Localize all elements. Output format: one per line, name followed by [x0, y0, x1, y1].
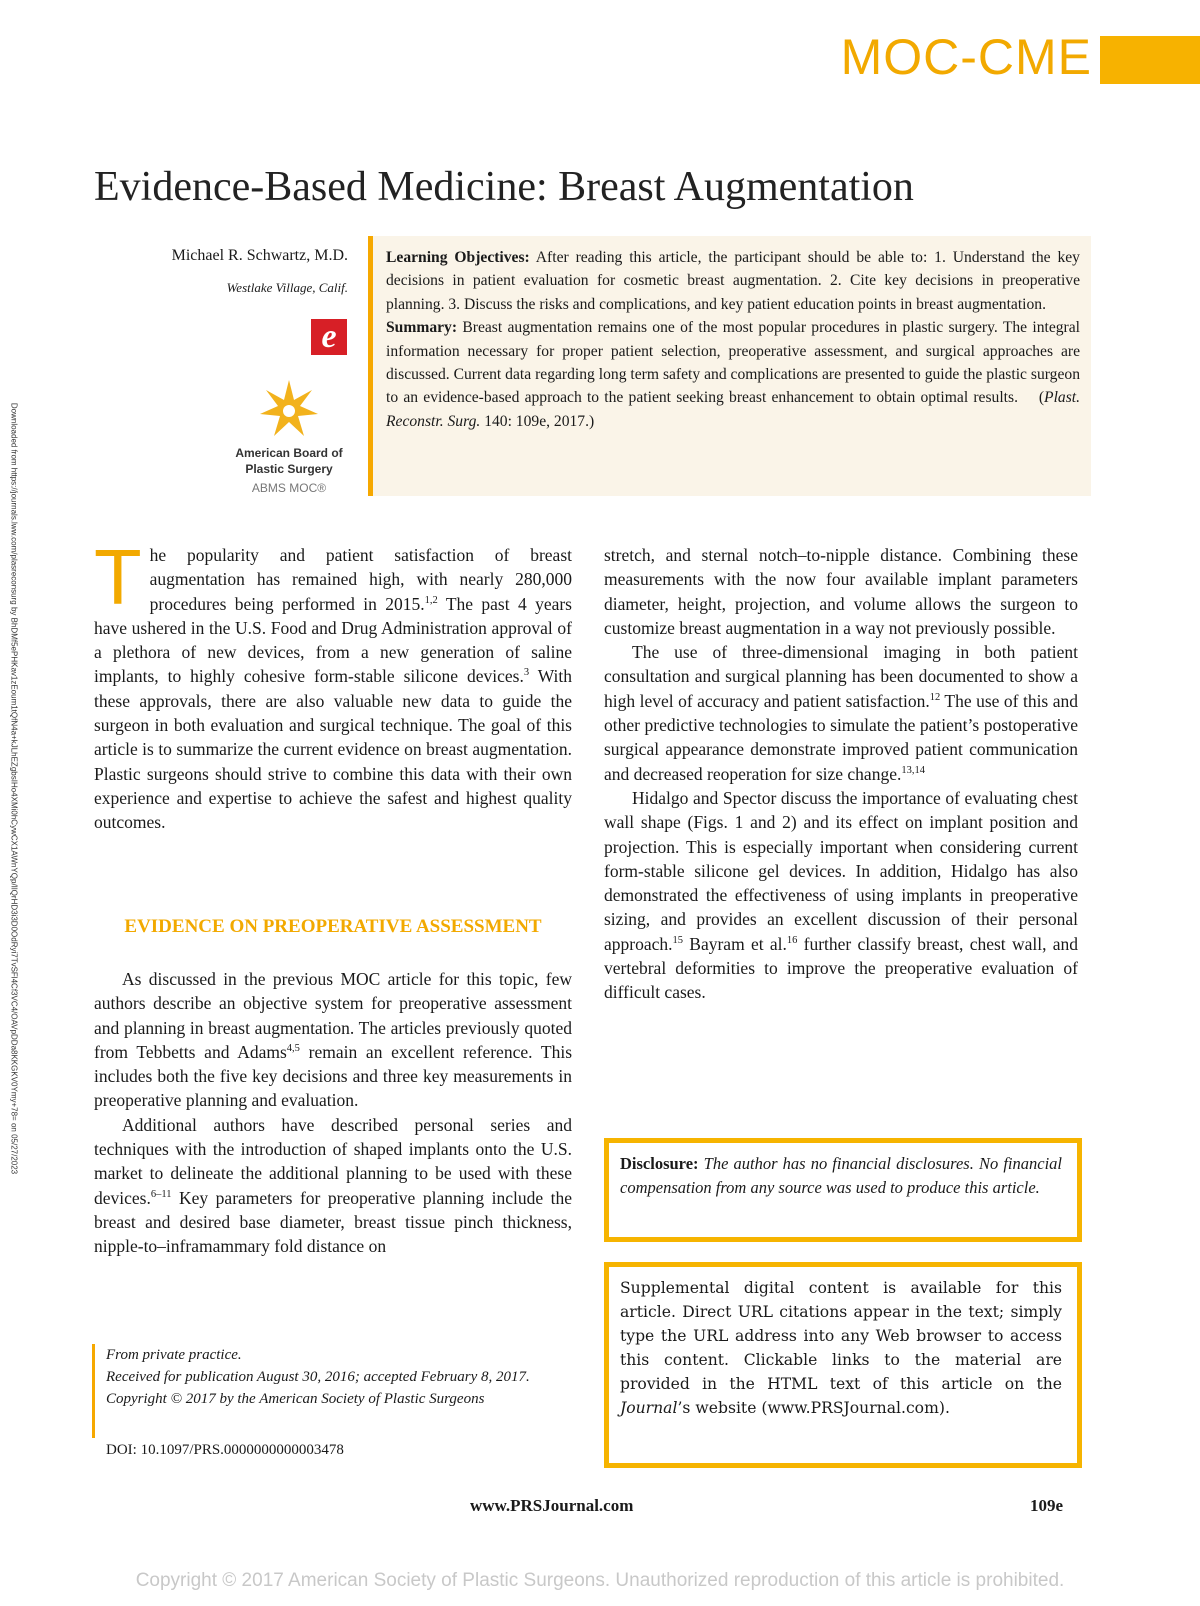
p2a: As discussed in the previous MOC article for this topic, few authors describe an objective system for preoperative assessment and planning in breast augmentation. The articles previously quoted from Tebbetts and Adams — [94, 969, 572, 1062]
paragraph-3-cont — [604, 543, 1078, 640]
drop-cap: T — [94, 533, 142, 621]
footnote-practice: From private practice. — [106, 1347, 242, 1363]
author-affiliation: Westlake Village, Calif. — [226, 280, 348, 295]
p4b: The use of this and other predictive technologies to simulate the patient’s postoperative surgical appearance demonstrate improved patient communication and decreased reoperation for size change. — [604, 690, 1078, 784]
p2b: remain an excellent reference. This includes both the five key decisions and three key measurements in preoperative planning and evaluation. — [94, 1041, 572, 1111]
ref-15[interactable]: 15 — [672, 934, 684, 946]
p1c: With these approvals, there are also valuable new data to guide the surgeon in both evaluation and surgical technique. The goal of this article is to summarize the current evidence on breast augmentation. Plastic surgeons should strive to combine this data with their own experience and expertise to achieve the safest and highest quality outcomes. — [94, 666, 572, 833]
supplemental-journal: Journal — [620, 1399, 678, 1417]
ref-12[interactable]: 12 — [929, 691, 941, 703]
paragraph-3 — [94, 1113, 572, 1259]
abps-logo-line1: American Board of — [235, 446, 343, 460]
paragraph-4 — [604, 640, 1078, 786]
moc-cme-label: MOC-CME — [840, 29, 1092, 85]
ref-6-11[interactable]: 6–11 — [150, 1188, 172, 1200]
p1a: he popularity and patient satisfaction of breast augmentation has remained high, with nearly 280,000 procedures being performed in 2015. — [149, 545, 572, 614]
p4a: The use of three-dimensional imaging in both patient consultation and surgical planning has been documented to show a high level of accuracy and patient satisfaction. — [604, 642, 1078, 711]
body-column-left-2 — [94, 967, 572, 1259]
author-name: Michael R. Schwartz, M.D. — [171, 247, 348, 264]
citation-open: ( — [1038, 389, 1045, 407]
article-title: Evidence-Based Medicine: Breast Augmentation — [94, 164, 914, 210]
brand-bar — [1100, 36, 1200, 84]
footnote — [106, 1344, 572, 1410]
footnote-bar — [92, 1344, 95, 1438]
section-heading: EVIDENCE ON PREOPERATIVE ASSESSMENT — [124, 916, 542, 937]
paragraph-5 — [604, 786, 1078, 1005]
abps-logo-line2: Plastic Surgery — [245, 462, 333, 476]
paragraph-2 — [94, 967, 572, 1113]
ref-16[interactable]: 16 — [786, 934, 798, 946]
ref-13-14[interactable]: 13,14 — [901, 764, 925, 776]
p5b: Bayram et al. — [683, 933, 787, 954]
p1b: The past 4 years have ushered in the U.S. Food and Drug Administration approval of a plethora of new devices, from a new generation of saline implants, to highly cohesive form-stable silicone devices. — [94, 593, 572, 687]
ref-1-2[interactable]: 1,2 — [424, 594, 438, 606]
p3b-left: Key parameters for preoperative planning include the breast and desired base diameter, breast tissue pinch thickness, nipple-to–inframammary fold distance on — [94, 1187, 572, 1257]
footnote-received: Received for publication August 30, 2016; accepted February 8, 2017. — [106, 1369, 530, 1385]
star-logo-icon — [258, 378, 320, 444]
footnote-copyright: Copyright © 2017 by the American Society of Plastic Surgeons — [106, 1391, 485, 1407]
p5a: Hidalgo and Spector discuss the importance of evaluating chest wall shape (Figs. 1 and 2) and its effect on implant position and projection. This is especially important when considering current form-stable silicone gel devices. In addition, Hidalgo has also demonstrated the effectiveness of using implants in preoperative sizing, and provides an excellent discussion of their personal approach. — [604, 787, 1078, 954]
paragraph-intro — [94, 533, 572, 835]
ref-4-5[interactable]: 4,5 — [286, 1043, 300, 1055]
objectives-text: After reading this article, the participant should be able to: 1. Understand the key decisions in patient evaluation for cosmetic breast augmentation. 2. Cite key decisions in preoperative planning. 3. Discuss the risks and complications, and key patient education points in breast augmentation. — [386, 249, 1080, 313]
abps-logo-line3: ABMS MOC® — [251, 481, 327, 495]
disclosure-label: Disclosure: — [620, 1154, 699, 1173]
objectives-label: Learning Objectives: — [386, 249, 530, 266]
download-watermark — [0, 300, 30, 1280]
ref-3[interactable]: 3 — [523, 667, 530, 679]
e-journal-badge-icon: e — [311, 319, 347, 355]
citation-rest: 140: 109e, 2017.) — [484, 412, 595, 430]
supplemental-text-b[interactable]: ’s website (www.PRSJournal.com). — [677, 1399, 950, 1417]
p3b-right: stretch, and sternal notch–to-nipple distance. Combining these measurements with the now four available implant parameters diameter, height, projection, and volume allows the surgeon to customize breast augmentation in a way not previously possible. — [604, 545, 1078, 638]
disclosure — [620, 1152, 1062, 1199]
p3a: Additional authors have described personal series and techniques with the introduction of shaped implants onto the U.S. market to delineate the additional planning to be used with these devices. — [94, 1114, 572, 1208]
body-column-left — [94, 533, 572, 835]
summary-label: Summary: — [386, 319, 458, 337]
citation-journal: Plast. Reconstr. Surg. — [386, 389, 1081, 430]
summary-text: Breast augmentation remains one of the most popular procedures in plastic surgery. The integral information necessary for proper patient selection, preoperative assessment, and surgical approaches are discussed. Current data regarding long term safety and complications are presented to guide the plastic surgeon to an evidence-based approach to the patient seeking breast enhancement to obtain optimal results. — [386, 319, 1080, 407]
journal-url[interactable]: www.PRSJournal.com — [470, 1496, 634, 1515]
page-number: 109e — [1030, 1496, 1064, 1515]
supplemental-text-a: Supplemental digital content is available for this article. Direct URL citations appear in the text; simply type the URL address into any Web browser to access this content. Clickable links to the material are provided in the HTML text of this article on the — [620, 1279, 1062, 1393]
download-watermark-text: Downloaded from https://journals.lww.com/plasreconsurg by BhDMf5ePHKav1zEoum1tQfN4a+kJLhEZgbsIHo4XMi0hCywCX1AWnYQp/IlQrHD3i3D0OdRyi7TvSFl4Cf3VC4/OAVpDDa8KKGKV0Ymy+78= on 05/27/2023 — [9, 402, 19, 1175]
abstract — [386, 246, 1080, 433]
doi[interactable]: DOI: 10.1097/PRS.0000000000003478 — [106, 1442, 344, 1458]
disclosure-text: The author has no financial disclosures. No financial compensation from any source was used to produce this article. — [620, 1154, 1063, 1197]
body-column-right — [604, 543, 1078, 1005]
copyright-notice: Copyright © 2017 American Society of Plastic Surgeons. Unauthorized reproduction of this article is prohibited. — [135, 1570, 1065, 1591]
p5c: further classify breast, chest wall, and vertebral deformities to improve the preoperative evaluation of difficult cases. — [604, 933, 1078, 1003]
supplemental-note — [620, 1276, 1062, 1420]
